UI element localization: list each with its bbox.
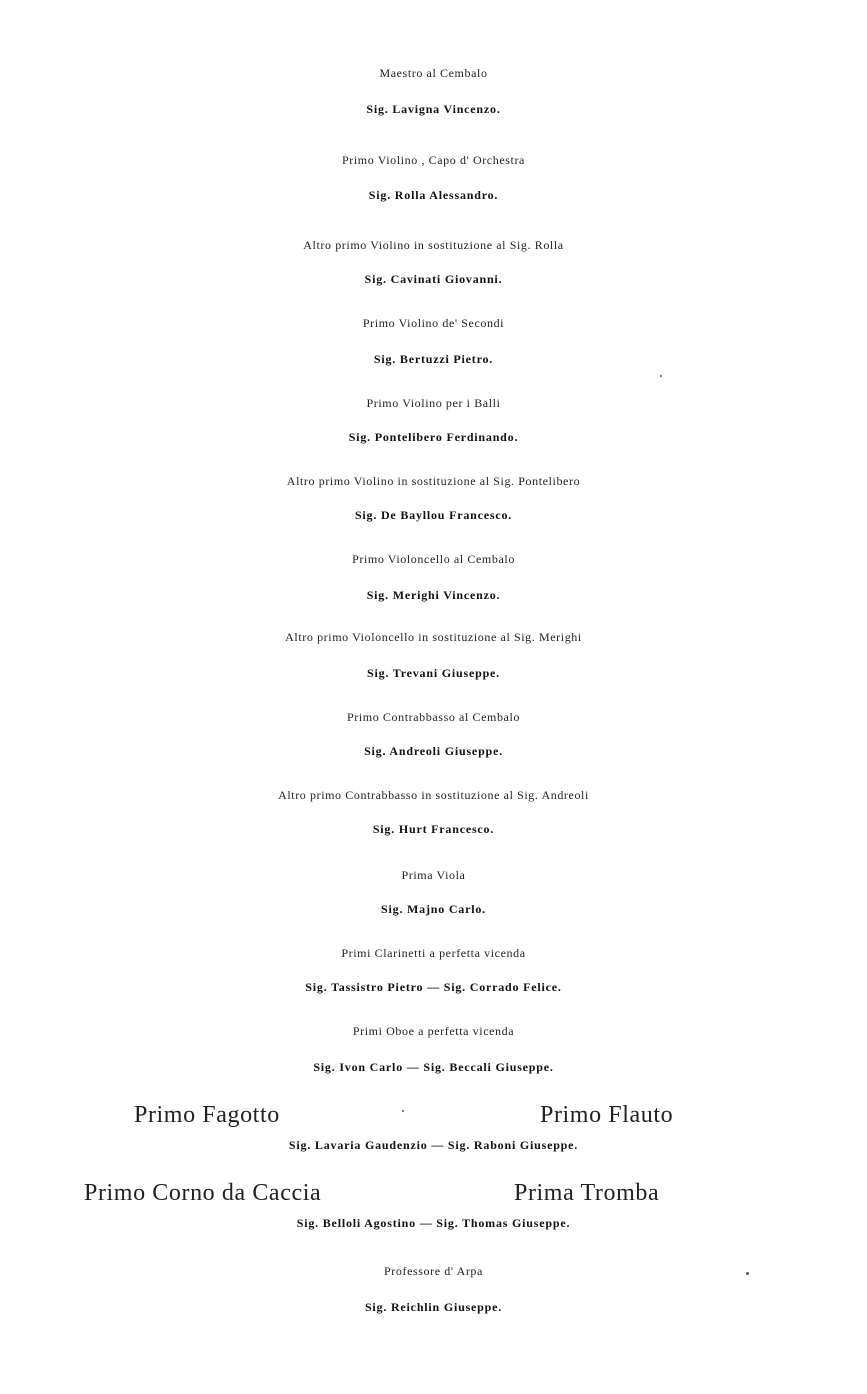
musician-name: Sig. Majno Carlo. xyxy=(381,902,486,916)
ink-speck xyxy=(660,375,662,377)
musician-name: Sig. Bertuzzi Pietro. xyxy=(373,352,494,366)
role-label: Primo Violoncello al Cembalo xyxy=(352,552,515,566)
role-label: Primo Violino per i Balli xyxy=(366,396,501,410)
role-label-right: Prima Tromba xyxy=(514,1180,660,1206)
ink-speck xyxy=(402,1110,404,1112)
musician-name: Sig. Lavaria Gaudenzio — Sig. Raboni Giuseppe. xyxy=(288,1138,579,1152)
musician-name: Sig. Pontelibero Ferdinando. xyxy=(348,430,519,444)
musician-name: Sig. De Bayllou Francesco. xyxy=(354,508,513,522)
role-label: Altro primo Violino in sostituzione al Sig. Pontelibero xyxy=(286,474,581,488)
role-label: Primo Contrabbasso al Cembalo xyxy=(346,710,521,724)
musician-name: Sig. Rolla Alessandro. xyxy=(368,188,499,202)
role-label: Primi Oboe a perfetta vicenda xyxy=(352,1024,515,1038)
musician-name: Sig. Lavigna Vincenzo. xyxy=(366,102,501,116)
role-label: Prima Viola xyxy=(401,868,466,882)
role-label: Maestro al Cembalo xyxy=(379,66,488,80)
musician-name: Sig. Tassistro Pietro — Sig. Corrado Felice. xyxy=(305,980,562,994)
role-label: Altro primo Contrabbasso in sostituzione al Sig. Andreoli xyxy=(278,788,589,802)
role-label: Professore d' Arpa xyxy=(384,1264,483,1278)
role-label: Altro primo Violoncello in sostituzione al Sig. Merighi xyxy=(285,630,582,644)
musician-name: Sig. Reichlin Giuseppe. xyxy=(364,1300,503,1314)
musician-name: Sig. Merighi Vincenzo. xyxy=(366,588,501,602)
role-label: Primo Violino , Capo d' Orchestra xyxy=(341,153,525,167)
role-label: Primo Violino de' Secondi xyxy=(362,316,505,330)
musician-name: Sig. Trevani Giuseppe. xyxy=(367,666,500,680)
musician-name: Sig. Ivon Carlo — Sig. Beccali Giuseppe. xyxy=(313,1060,554,1074)
role-label: Altro primo Violino in sostituzione al Sig. Rolla xyxy=(303,238,564,252)
role-label-left: Primo Fagotto xyxy=(134,1102,280,1128)
musician-name: Sig. Andreoli Giuseppe. xyxy=(364,744,503,758)
role-label: Primi Clarinetti a perfetta vicenda xyxy=(341,946,526,960)
role-label-right: Primo Flauto xyxy=(540,1102,674,1128)
musician-name: Sig. Belloli Agostino — Sig. Thomas Giuseppe. xyxy=(296,1216,571,1230)
role-label-left: Primo Corno da Caccia xyxy=(84,1180,322,1206)
musician-name: Sig. Cavinati Giovanni. xyxy=(364,272,503,286)
musician-name: Sig. Hurt Francesco. xyxy=(372,822,495,836)
ink-speck xyxy=(746,1272,749,1275)
